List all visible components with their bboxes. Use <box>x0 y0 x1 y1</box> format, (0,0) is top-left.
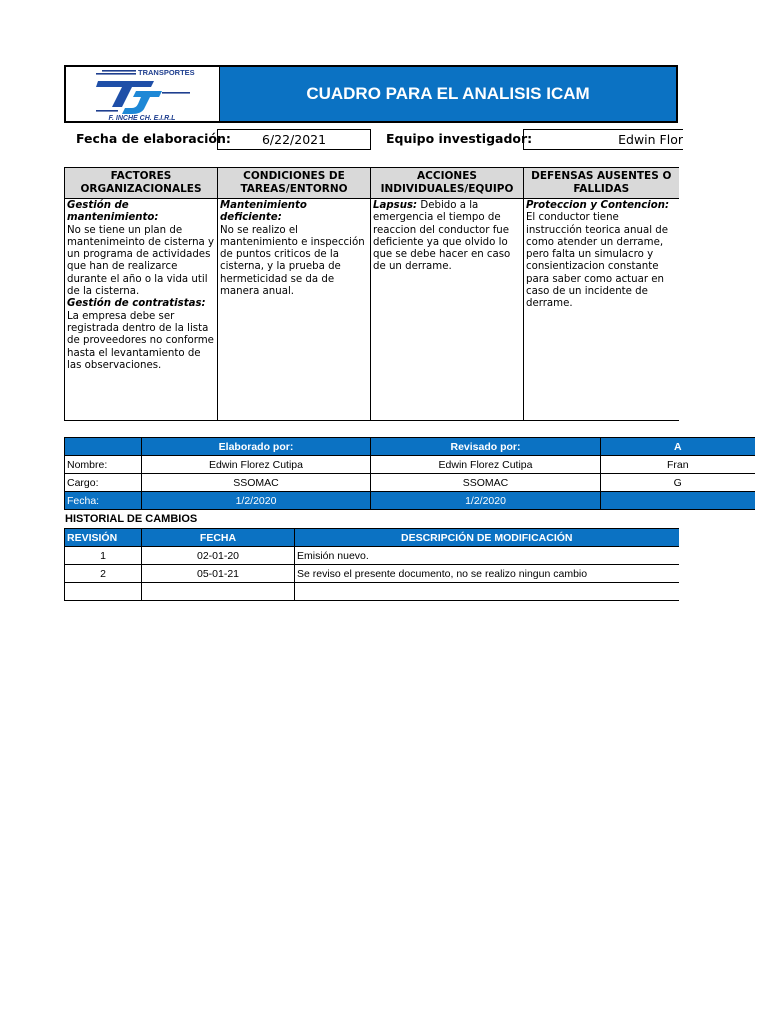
gestion-mantenimiento-title: Gestión de mantenimiento: <box>67 200 159 224</box>
descripcion-cell: Se reviso el presente documento, no se realizo ningun cambio <box>295 565 679 583</box>
fecha-elaboracion-value <box>217 129 371 150</box>
signatures-table <box>64 437 755 510</box>
cargo-label: Cargo: <box>65 474 142 492</box>
table-row <box>65 547 679 565</box>
transportes-logo-icon <box>66 67 219 121</box>
aprobado-nombre: Fran <box>601 456 755 474</box>
header-acciones-individuales: ACCIONES INDIVIDUALES/EQUIPO <box>371 168 524 199</box>
equipo-investigador-label: Equipo investigador: <box>386 131 533 146</box>
revisado-cargo: SSOMAC <box>371 474 601 492</box>
descripcion-cell: Emisión nuevo. <box>295 547 679 565</box>
header-aprobado-por: A <box>601 438 755 456</box>
cell-acciones-individuales <box>371 199 524 421</box>
proteccion-contencion-title: Proteccion y Contencion: <box>526 200 670 211</box>
header-defensas-ausentes: DEFENSAS AUSENTES O FALLIDAS <box>524 168 679 199</box>
revision-cell: 2 <box>65 565 142 583</box>
revisado-nombre: Edwin Florez Cutipa <box>371 456 601 474</box>
mantenimiento-deficiente-title: Mantenimiento deficiente: <box>220 200 307 224</box>
signature-header-blank <box>65 438 142 456</box>
fecha-cell: 05-01-21 <box>142 565 295 583</box>
historial-title: HISTORIAL DE CAMBIOS <box>65 513 198 525</box>
elaborado-cargo: SSOMAC <box>142 474 371 492</box>
aprobado-fecha <box>601 492 755 510</box>
descripcion-cell <box>295 583 679 601</box>
logo-bottom-text: F. INCHE CH. E.I.R.L <box>108 115 176 121</box>
gestion-contratistas-text: La empresa debe ser registrada dentro de la lista de proveedores no conforme hasta el levantamiento de las observaciones. <box>67 310 214 371</box>
table-row <box>65 583 679 601</box>
icam-factors-table <box>64 167 679 421</box>
elaborado-fecha: 1/2/2020 <box>142 492 371 510</box>
equipo-investigador-text: Edwin Flor <box>618 132 683 147</box>
aprobado-cargo: G <box>601 474 755 492</box>
history-table <box>64 528 679 601</box>
header-fecha: FECHA <box>142 529 295 547</box>
mantenimiento-deficiente-text: No se realizo el mantenimiento e inspección de puntos criticos de la cisterna, y la prueba de hermeticidad se da de manera anual. <box>220 224 365 298</box>
document-header <box>64 65 678 123</box>
document-title: CUADRO PARA EL ANALISIS ICAM <box>220 67 676 121</box>
header-revision: REVISIÓN <box>65 529 142 547</box>
cell-condiciones-tareas <box>218 199 371 421</box>
equipo-investigador-value <box>523 129 683 150</box>
revisado-fecha: 1/2/2020 <box>371 492 601 510</box>
nombre-label: Nombre: <box>65 456 142 474</box>
header-condiciones-tareas: CONDICIONES DE TAREAS/ENTORNO <box>218 168 371 199</box>
company-logo <box>66 67 220 121</box>
cell-factores-organizacionales <box>65 199 218 421</box>
header-elaborado-por: Elaborado por: <box>142 438 371 456</box>
lapsus-text: Debido a la emergencia el tiempo de reaccion del conductor fue deficiente ya que olvido lo que se debe hacer en caso de un derrame. <box>373 200 511 273</box>
fecha-cell: 02-01-20 <box>142 547 295 565</box>
gestion-mantenimiento-text: No se tiene un plan de mantenimeinto de cisterna y un programa de actividades que han de realizarce durante el año o la vida util de la cisterna. <box>67 224 215 298</box>
header-factores-organizacionales: FACTORES ORGANIZACIONALES <box>65 168 218 199</box>
cell-defensas-ausentes <box>524 199 679 421</box>
gestion-contratistas-title: Gestión de contratistas: <box>67 298 206 310</box>
header-descripcion: DESCRIPCIÓN DE MODIFICACIÓN <box>295 529 679 547</box>
revision-cell: 1 <box>65 547 142 565</box>
logo-top-text: TRANSPORTES <box>138 68 195 77</box>
lapsus-title: Lapsus: <box>373 200 418 211</box>
table-row <box>65 565 679 583</box>
header-revisado-por: Revisado por: <box>371 438 601 456</box>
elaborado-nombre: Edwin Florez Cutipa <box>142 456 371 474</box>
fecha-elaboracion-text: 6/22/2021 <box>261 132 327 147</box>
proteccion-contencion-text: El conductor tiene instrucción teorica anual de como atender un derrame, pero falta un simulacro y consientizacion constante para saber como actuar en caso de un incidente de derrame. <box>526 212 668 310</box>
fecha-cell <box>142 583 295 601</box>
fecha-elaboracion-label: Fecha de elaboración: <box>76 131 231 146</box>
revision-cell <box>65 583 142 601</box>
fecha-label: Fecha: <box>65 492 142 510</box>
